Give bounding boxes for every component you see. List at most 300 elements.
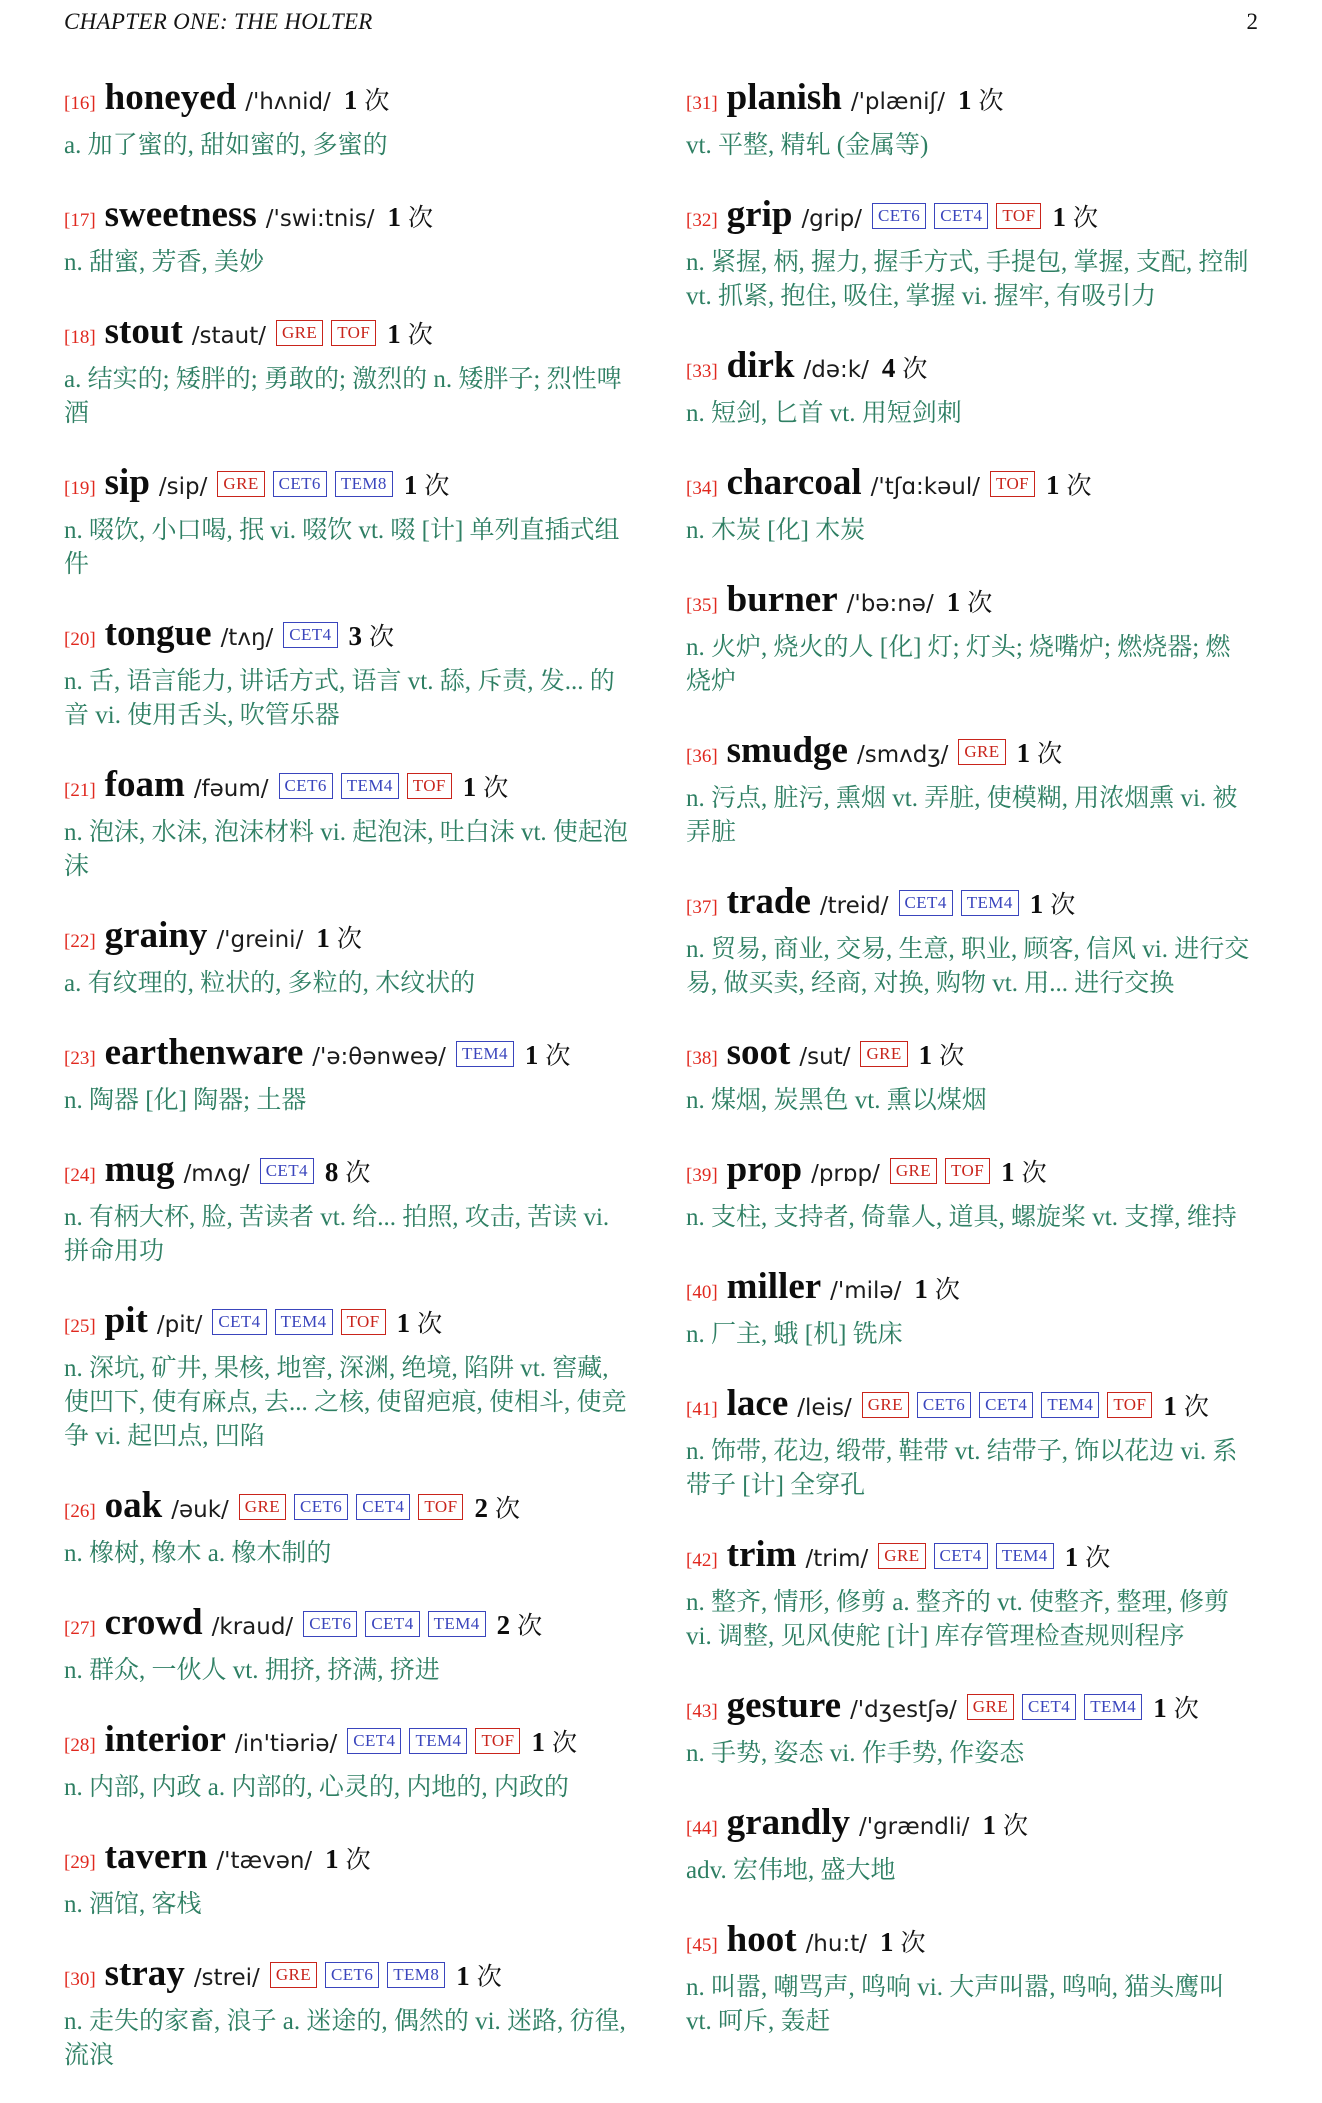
exam-tag-cet4: CET4	[260, 1158, 314, 1184]
vocab-entry	[686, 76, 1252, 163]
entry-count	[1163, 1383, 1209, 1424]
vocab-entry	[686, 1148, 1252, 1235]
entry-count-number: 1	[1153, 1693, 1167, 1723]
vocab-entry	[64, 1952, 630, 2073]
vocab-entry	[686, 880, 1252, 1001]
exam-tag-cet6: CET6	[872, 203, 926, 229]
entry-count	[947, 579, 993, 620]
entry-count-suffix: 次	[1085, 1545, 1111, 1572]
entry-phonetic: /hu:t/	[805, 1931, 867, 1957]
entry-tags	[276, 311, 384, 352]
entry-count-number: 1	[387, 202, 401, 232]
entry-headline	[686, 461, 1252, 511]
entry-count-suffix: 次	[1173, 1696, 1199, 1723]
exam-tag-gre: GRE	[878, 1543, 925, 1569]
entry-count-suffix: 次	[967, 590, 993, 617]
entry-count-number: 1	[456, 1961, 470, 1991]
entry-count-number: 1	[316, 923, 330, 953]
entry-tags	[260, 1149, 322, 1190]
entry-count-number: 1	[462, 772, 477, 802]
entry-definition: n. 舌, 语言能力, 讲话方式, 语言 vt. 舔, 斥责, 发... 的音 vi. 使用舌头, 吹管乐器	[64, 668, 615, 729]
entry-word: grainy	[104, 915, 208, 956]
entry-phonetic: /fəum/	[193, 776, 269, 802]
entry-tags	[279, 764, 460, 805]
entry-word: prop	[726, 1149, 803, 1190]
entry-count-number: 1	[1016, 738, 1031, 768]
entry-count	[958, 77, 1004, 118]
vocab-entry	[64, 1601, 630, 1688]
entry-count	[1030, 881, 1076, 922]
entry-tags	[347, 1719, 528, 1760]
entry-word: earthenware	[104, 1032, 304, 1073]
entry-number: [25]	[64, 1316, 96, 1337]
entry-count-number: 1	[918, 1040, 933, 1070]
entry-count-number: 3	[348, 621, 362, 651]
entry-word: soot	[726, 1032, 791, 1073]
exam-tag-cet4: CET4	[899, 890, 953, 916]
entry-definition: n. 啜饮, 小口喝, 抿 vi. 啜饮 vt. 啜 [计] 单列直插式组件	[64, 517, 620, 578]
entry-count-number: 1	[1064, 1542, 1079, 1572]
entry-number: [45]	[686, 1935, 718, 1956]
entry-count-number: 1	[1052, 202, 1066, 232]
entry-tags	[303, 1602, 493, 1643]
entry-phonetic: /də:k/	[803, 357, 869, 383]
entry-number: [30]	[64, 1969, 96, 1990]
two-column-layout	[64, 76, 1262, 2103]
entry-word: smudge	[726, 730, 848, 771]
exam-tag-tem8: TEM8	[387, 1962, 445, 1988]
entry-definition: n. 厂主, 蛾 [机] 铣床	[686, 1321, 903, 1348]
entry-number: [23]	[64, 1048, 96, 1069]
entry-tags	[872, 194, 1049, 235]
entry-definition: adv. 宏伟地, 盛大地	[686, 1857, 896, 1884]
entry-word: stray	[104, 1953, 185, 1994]
entry-count	[919, 1032, 965, 1073]
entry-count-number: 1	[1046, 470, 1060, 500]
entry-headline	[686, 1918, 1252, 1968]
entry-number: [37]	[686, 897, 718, 918]
entry-definition: n. 短剑, 匕首 vt. 用短剑刺	[686, 400, 962, 427]
exam-tag-gre: GRE	[217, 471, 264, 497]
entry-word: miller	[726, 1266, 822, 1307]
vocab-entry	[686, 1265, 1252, 1352]
entry-word: trim	[726, 1534, 797, 1575]
exam-tag-tof: TOF	[475, 1728, 520, 1754]
entry-phonetic: /smʌdʒ/	[856, 742, 949, 768]
entry-number: [28]	[64, 1735, 96, 1756]
exam-tag-cet6: CET6	[279, 773, 333, 799]
entry-number: [39]	[686, 1165, 718, 1186]
vocab-entry	[64, 1299, 630, 1454]
entry-count	[344, 77, 390, 118]
entry-phonetic: /'milə/	[830, 1278, 902, 1304]
entry-definition: n. 紧握, 柄, 握力, 握手方式, 手提包, 掌握, 支配, 控制 vt. 抓紧, 抱住, 吸住, 掌握 vi. 握牢, 有吸引力	[686, 249, 1249, 310]
left-column	[64, 76, 630, 2103]
entry-word: stout	[104, 311, 183, 352]
entry-count	[316, 915, 362, 956]
vocab-entry	[64, 76, 630, 163]
exam-tag-tof: TOF	[331, 320, 376, 346]
entry-headline	[686, 880, 1252, 930]
entry-count-number: 8	[324, 1157, 339, 1187]
entry-count-suffix: 次	[407, 205, 433, 232]
entry-count-suffix: 次	[369, 624, 395, 651]
entry-count	[325, 1149, 371, 1190]
entry-headline	[686, 193, 1252, 243]
entry-count-suffix: 次	[1050, 892, 1076, 919]
entry-definition: n. 酒馆, 客栈	[64, 1891, 202, 1918]
exam-tag-cet6: CET6	[294, 1494, 348, 1520]
exam-tag-gre: GRE	[276, 320, 323, 346]
chapter-title: CHAPTER ONE: THE HOLTER	[64, 9, 373, 34]
entry-tags	[899, 881, 1027, 922]
entry-count	[387, 194, 433, 235]
entry-word: interior	[104, 1719, 226, 1760]
entry-number: [29]	[64, 1852, 96, 1873]
entry-count-number: 1	[879, 1927, 894, 1957]
entry-definition: n. 煤烟, 炭黑色 vt. 熏以煤烟	[686, 1087, 987, 1114]
vocab-entry	[64, 1835, 630, 1922]
entry-phonetic: /grip/	[801, 206, 862, 232]
entry-headline	[64, 1031, 630, 1081]
entry-headline	[686, 1031, 1252, 1081]
entry-headline	[64, 1299, 630, 1349]
entry-number: [43]	[686, 1701, 718, 1722]
entry-count-number: 1	[387, 319, 401, 349]
entry-definition: n. 甜蜜, 芳香, 美妙	[64, 249, 265, 276]
entry-headline	[64, 1148, 630, 1198]
entry-number: [41]	[686, 1399, 718, 1420]
entry-phonetic: /'dʒestʃə/	[850, 1697, 957, 1723]
vocab-entry	[686, 1382, 1252, 1503]
entry-count-suffix: 次	[483, 775, 509, 802]
entry-word: crowd	[104, 1602, 203, 1643]
page-header	[64, 8, 1262, 36]
entry-count-number: 1	[325, 1844, 339, 1874]
entry-number: [21]	[64, 780, 96, 801]
entry-phonetic: /leis/	[797, 1395, 852, 1421]
entry-count-suffix: 次	[407, 322, 433, 349]
exam-tag-tof: TOF	[996, 203, 1041, 229]
exam-tag-tof: TOF	[945, 1158, 990, 1184]
entry-count-suffix: 次	[1183, 1394, 1209, 1421]
entry-tags	[217, 462, 400, 503]
entry-count-suffix: 次	[1072, 205, 1098, 232]
entry-word: lace	[726, 1383, 789, 1424]
entry-headline	[64, 461, 630, 511]
entry-phonetic: /staut/	[191, 323, 266, 349]
entry-word: dirk	[726, 345, 795, 386]
vocab-entry	[686, 1031, 1252, 1118]
entry-phonetic: /'plæniʃ/	[850, 89, 945, 115]
entry-tags	[212, 1300, 393, 1341]
entry-tags	[990, 462, 1043, 503]
entry-definition: n. 污点, 脏污, 熏烟 vt. 弄脏, 使模糊, 用浓烟熏 vi. 被弄脏	[686, 785, 1238, 846]
entry-tags	[890, 1149, 998, 1190]
entry-count	[1046, 462, 1092, 503]
exam-tag-tof: TOF	[341, 1309, 386, 1335]
vocab-entry	[64, 461, 630, 582]
entry-word: pit	[104, 1300, 148, 1341]
vocab-entry	[64, 1148, 630, 1269]
entry-headline	[686, 729, 1252, 779]
entry-count	[982, 1802, 1028, 1843]
entry-headline	[64, 763, 630, 813]
entry-count-number: 1	[396, 1308, 411, 1338]
entry-headline	[64, 612, 630, 662]
entry-word: planish	[726, 77, 842, 118]
entry-count-suffix: 次	[1021, 1160, 1047, 1187]
vocab-entry	[64, 612, 630, 733]
entry-number: [20]	[64, 629, 96, 650]
entry-word: tongue	[104, 613, 212, 654]
entry-number: [17]	[64, 210, 96, 231]
exam-tag-gre: GRE	[270, 1962, 317, 1988]
entry-definition: n. 有柄大杯, 脸, 苦读者 vt. 给... 拍照, 攻击, 苦读 vi. 拼命用功	[64, 1204, 610, 1265]
exam-tag-tem4: TEM4	[456, 1041, 514, 1067]
entry-count-number: 1	[957, 85, 972, 115]
entry-definition: n. 贸易, 商业, 交易, 生意, 职业, 顾客, 信风 vi. 进行交易, 做买卖, 经商, 对换, 购物 vt. 用... 进行交换	[686, 936, 1250, 997]
entry-number: [22]	[64, 931, 96, 952]
entry-headline	[64, 1601, 630, 1651]
entry-count	[1065, 1534, 1111, 1575]
entry-number: [31]	[686, 93, 718, 114]
entry-count	[1052, 194, 1098, 235]
vocab-entry	[64, 1484, 630, 1571]
vocab-entry	[686, 1684, 1252, 1771]
entry-definition: n. 支柱, 支持者, 倚靠人, 道具, 螺旋桨 vt. 支撑, 维持	[686, 1204, 1237, 1231]
exam-tag-cet6: CET6	[917, 1392, 971, 1418]
entry-headline	[686, 76, 1252, 126]
entry-count-number: 1	[524, 1040, 539, 1070]
entry-word: sip	[104, 462, 150, 503]
vocab-entry	[686, 1801, 1252, 1888]
exam-tag-cet4: CET4	[934, 1543, 988, 1569]
entry-word: mug	[104, 1149, 175, 1190]
exam-tag-cet6: CET6	[303, 1611, 357, 1637]
entry-count	[882, 345, 928, 386]
entry-count	[914, 1266, 960, 1307]
entry-count-suffix: 次	[494, 1496, 520, 1523]
entry-count-number: 1	[1163, 1391, 1177, 1421]
entry-count	[525, 1032, 571, 1073]
vocab-entry	[64, 1031, 630, 1118]
entry-count-suffix: 次	[476, 1964, 502, 1991]
vocab-entry	[686, 578, 1252, 699]
entry-phonetic: /'greini/	[216, 927, 304, 953]
entry-headline	[686, 1265, 1252, 1315]
entry-headline	[64, 1484, 630, 1534]
entry-count	[387, 311, 433, 352]
entry-number: [33]	[686, 361, 718, 382]
entry-phonetic: /'ə:θənweə/	[312, 1044, 446, 1070]
exam-tag-tof: TOF	[1107, 1392, 1152, 1418]
entry-headline	[686, 1148, 1252, 1198]
entry-word: grip	[726, 194, 793, 235]
entry-phonetic: /kraud/	[211, 1614, 294, 1640]
entry-tags	[270, 1953, 453, 1994]
exam-tag-cet6: CET6	[325, 1962, 379, 1988]
entry-count-number: 2	[496, 1610, 511, 1640]
exam-tag-tof: TOF	[407, 773, 452, 799]
exam-tag-tem4: TEM4	[996, 1543, 1054, 1569]
vocab-entry	[64, 763, 630, 884]
entry-number: [40]	[686, 1282, 718, 1303]
entry-headline	[64, 1718, 630, 1768]
exam-tag-cet4: CET4	[979, 1392, 1033, 1418]
entry-definition: n. 深坑, 矿井, 果核, 地窖, 深渊, 绝境, 陷阱 vt. 窖藏, 使凹下, 使有麻点, 去... 之核, 使留疤痕, 使相斗, 使竞争 vi. 起凹点, 凹陷	[64, 1355, 627, 1450]
entry-number: [42]	[686, 1550, 718, 1571]
entry-count-number: 1	[982, 1810, 996, 1840]
entry-word: gesture	[726, 1685, 842, 1726]
entry-headline	[64, 310, 630, 360]
exam-tag-tof: TOF	[990, 471, 1035, 497]
entry-count-suffix: 次	[900, 1930, 926, 1957]
entry-phonetic: /sip/	[158, 474, 208, 500]
entry-definition: n. 群众, 一伙人 vt. 拥挤, 挤满, 挤进	[64, 1657, 440, 1684]
entry-number: [34]	[686, 478, 718, 499]
entry-count-suffix: 次	[902, 356, 928, 383]
entry-tags	[860, 1032, 915, 1073]
entry-count	[531, 1719, 577, 1760]
entry-headline	[686, 1801, 1252, 1851]
entry-definition: n. 火炉, 烧火的人 [化] 灯; 灯头; 烧嘴炉; 燃烧器; 燃烧炉	[686, 634, 1231, 695]
entry-number: [24]	[64, 1165, 96, 1186]
entry-count	[1153, 1685, 1199, 1726]
entry-headline	[64, 1835, 630, 1885]
exam-tag-gre: GRE	[890, 1158, 937, 1184]
entry-phonetic: /trim/	[805, 1546, 869, 1572]
entry-headline	[686, 1684, 1252, 1734]
entry-count-suffix: 次	[1037, 741, 1063, 768]
entry-headline	[686, 1382, 1252, 1432]
entry-definition: a. 结实的; 矮胖的; 勇敢的; 激烈的 n. 矮胖子; 烈性啤酒	[64, 366, 622, 427]
entry-count-suffix: 次	[345, 1160, 371, 1187]
entry-count-number: 1	[1029, 889, 1044, 919]
entry-tags	[239, 1485, 472, 1526]
vocab-entry	[686, 461, 1252, 548]
entry-headline	[64, 1952, 630, 2002]
entry-number: [27]	[64, 1618, 96, 1639]
entry-number: [16]	[64, 93, 96, 114]
entry-definition: a. 加了蜜的, 甜如蜜的, 多蜜的	[64, 132, 388, 159]
entry-count	[474, 1485, 520, 1526]
entry-phonetic: /'tʃɑ:kəul/	[870, 474, 980, 500]
entry-definition: n. 木炭 [化] 木炭	[686, 517, 866, 544]
entry-definition: n. 陶器 [化] 陶器; 土器	[64, 1087, 307, 1114]
entry-count-number: 2	[474, 1493, 488, 1523]
entry-word: sweetness	[104, 194, 257, 235]
entry-phonetic: /əuk/	[171, 1497, 229, 1523]
exam-tag-cet4: CET4	[283, 622, 337, 648]
exam-tag-gre: GRE	[862, 1392, 909, 1418]
entry-headline	[64, 914, 630, 964]
entry-word: honeyed	[104, 77, 237, 118]
exam-tag-tem8: TEM8	[335, 471, 393, 497]
entry-count-number: 1	[914, 1274, 928, 1304]
entry-phonetic: /prɒp/	[811, 1161, 880, 1187]
entry-phonetic: /mʌg/	[183, 1161, 250, 1187]
entry-count	[404, 462, 450, 503]
entry-number: [44]	[686, 1818, 718, 1839]
entry-count-suffix: 次	[551, 1730, 577, 1757]
entry-count	[1001, 1149, 1047, 1190]
entry-tags	[283, 613, 345, 654]
vocab-entry	[686, 193, 1252, 314]
exam-tag-tem4: TEM4	[409, 1728, 467, 1754]
entry-count-suffix: 次	[545, 1043, 571, 1070]
exam-tag-gre: GRE	[958, 739, 1005, 765]
exam-tag-tem4: TEM4	[1084, 1694, 1142, 1720]
entry-count-suffix: 次	[939, 1043, 965, 1070]
vocab-entry	[64, 1718, 630, 1805]
entry-count	[463, 764, 509, 805]
entry-count	[456, 1953, 502, 1994]
entry-definition: n. 叫嚣, 嘲骂声, 鸣响 vi. 大声叫嚣, 鸣响, 猫头鹰叫 vt. 呵斥, 轰赶	[686, 1974, 1225, 2035]
entry-number: [36]	[686, 746, 718, 767]
exam-tag-gre: GRE	[239, 1494, 286, 1520]
vocab-entry	[64, 193, 630, 280]
entry-number: [38]	[686, 1048, 718, 1069]
entry-definition: n. 整齐, 情形, 修剪 a. 整齐的 vt. 使整齐, 整理, 修剪 vi. 调整, 见风使舵 [计] 库存管理检查规则程序	[686, 1589, 1230, 1650]
entry-tags	[958, 730, 1013, 771]
vocab-entry	[686, 1918, 1252, 2039]
entry-count-suffix: 次	[336, 926, 362, 953]
entry-definition: n. 橡树, 橡木 a. 橡木制的	[64, 1540, 332, 1567]
right-column	[686, 76, 1252, 2103]
entry-definition: a. 有纹理的, 粒状的, 多粒的, 木纹状的	[64, 970, 476, 997]
exam-tag-cet4: CET4	[212, 1309, 266, 1335]
entry-definition: n. 泡沫, 水沫, 泡沫材料 vi. 起泡沫, 吐白沫 vt. 使起泡沫	[64, 819, 628, 880]
exam-tag-cet4: CET4	[347, 1728, 401, 1754]
exam-tag-cet4: CET4	[365, 1611, 419, 1637]
entry-phonetic: /'hʌnid/	[245, 89, 331, 115]
entry-definition: n. 饰带, 花边, 缎带, 鞋带 vt. 结带子, 饰以花边 vi. 系带子 [计] 全穿孔	[686, 1438, 1238, 1499]
exam-tag-tem4: TEM4	[1041, 1392, 1099, 1418]
entry-count-number: 1	[1001, 1157, 1015, 1187]
exam-tag-cet4: CET4	[1022, 1694, 1076, 1720]
entry-count-number: 1	[531, 1727, 545, 1757]
entry-count-suffix: 次	[424, 473, 450, 500]
exam-tag-tof: TOF	[418, 1494, 463, 1520]
entry-count-suffix: 次	[978, 88, 1004, 115]
entry-count-suffix: 次	[1002, 1813, 1028, 1840]
entry-count-number: 1	[946, 587, 961, 617]
vocab-entry	[686, 729, 1252, 850]
entry-count	[1017, 730, 1063, 771]
vocab-entry	[686, 1533, 1252, 1654]
exam-tag-tem4: TEM4	[428, 1611, 486, 1637]
vocab-entry	[686, 344, 1252, 431]
entry-phonetic: /sut/	[799, 1044, 851, 1070]
entry-phonetic: /'tævən/	[216, 1848, 313, 1874]
exam-tag-cet4: CET4	[356, 1494, 410, 1520]
entry-word: foam	[104, 764, 185, 805]
entry-phonetic: /in'tiəriə/	[234, 1731, 338, 1757]
vocab-entry	[64, 914, 630, 1001]
entry-definition: n. 手势, 姿态 vi. 作手势, 作姿态	[686, 1740, 1025, 1767]
entry-number: [32]	[686, 210, 718, 231]
entry-tags	[878, 1534, 1061, 1575]
entry-word: trade	[726, 881, 811, 922]
entry-tags	[456, 1032, 522, 1073]
entry-number: [19]	[64, 478, 96, 499]
entry-number: [18]	[64, 327, 96, 348]
entry-phonetic: /'grændli/	[859, 1814, 970, 1840]
entry-word: burner	[726, 579, 838, 620]
exam-tag-cet6: CET6	[273, 471, 327, 497]
entry-definition: n. 走失的家畜, 浪子 a. 迷途的, 偶然的 vi. 迷路, 彷徨, 流浪	[64, 2008, 626, 2069]
